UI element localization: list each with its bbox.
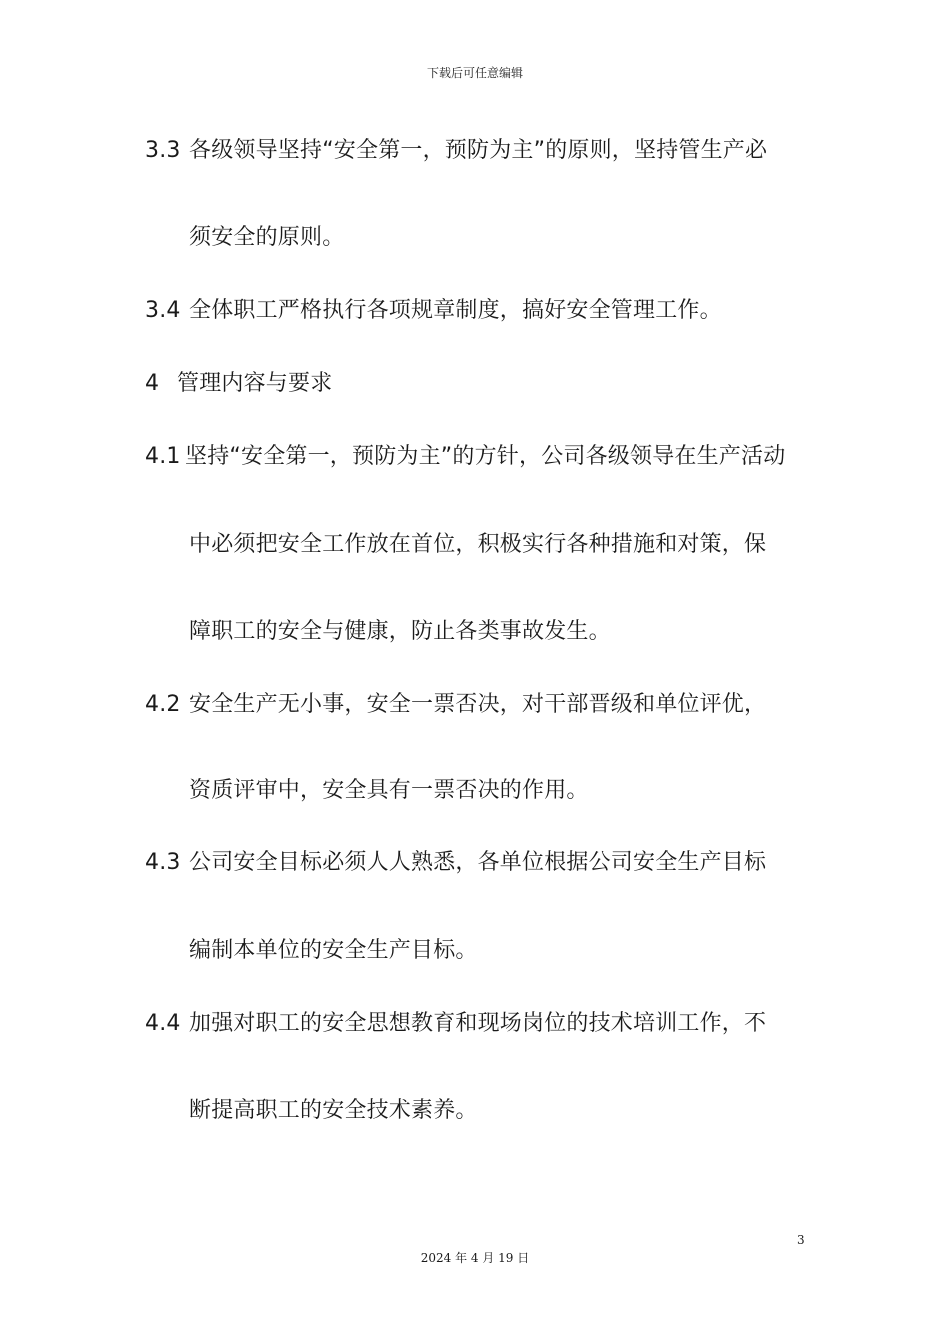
line-text: 全体职工严格执行各项规章制度，搞好安全管理工作。 <box>189 298 722 323</box>
section-number: 4.2 <box>145 692 181 717</box>
line-text: 资质评审中，安全具有一票否决的作用。 <box>189 778 589 803</box>
line-text: 中必须把安全工作放在首位，积极实行各种措施和对策，保 <box>189 532 767 557</box>
paragraph-line <box>189 223 344 253</box>
paragraph-line <box>145 1009 766 1039</box>
line-text: 公司安全目标必须人人熟悉，各单位根据公司安全生产目标 <box>189 850 767 875</box>
section-heading <box>145 369 332 399</box>
section-number: 4.4 <box>145 1011 181 1036</box>
footer-date: 2024 年 4 月 19 日 <box>420 1251 530 1265</box>
paragraph-line <box>145 848 766 878</box>
page-header: 下载后可任意编辑 <box>426 66 523 80</box>
paragraph-line <box>189 776 589 806</box>
line-text: 安全生产无小事，安全一票否决，对干部晋级和单位评优， <box>189 692 767 717</box>
section-number: 4.3 <box>145 850 181 875</box>
paragraph-line <box>145 690 766 720</box>
line-text: 管理内容与要求 <box>177 371 333 396</box>
line-text: 各级领导坚持“安全第一，预防为主”的原则，坚持管生产必 <box>189 138 768 163</box>
line-text: 编制本单位的安全生产目标。 <box>189 938 478 963</box>
section-number: 3.3 <box>145 138 181 163</box>
paragraph-line <box>189 617 611 647</box>
line-text: 坚持“安全第一，预防为主”的方针，公司各级领导在生产活动 <box>185 444 786 469</box>
line-text: 障职工的安全与健康，防止各类事故发生。 <box>189 619 611 644</box>
line-text: 须安全的原则。 <box>189 225 345 250</box>
section-number: 4.1 <box>145 444 181 469</box>
paragraph-line <box>189 1096 478 1126</box>
page-number: 3 <box>797 1233 805 1247</box>
paragraph-line <box>145 136 767 166</box>
paragraph-line <box>189 530 766 560</box>
paragraph-line <box>145 442 785 472</box>
line-text: 断提高职工的安全技术素养。 <box>189 1098 478 1123</box>
section-number: 3.4 <box>145 298 181 323</box>
section-number: 4 <box>145 371 160 396</box>
line-text: 加强对职工的安全思想教育和现场岗位的技术培训工作，不 <box>189 1011 767 1036</box>
paragraph-line <box>189 936 478 966</box>
paragraph-line <box>145 296 722 326</box>
